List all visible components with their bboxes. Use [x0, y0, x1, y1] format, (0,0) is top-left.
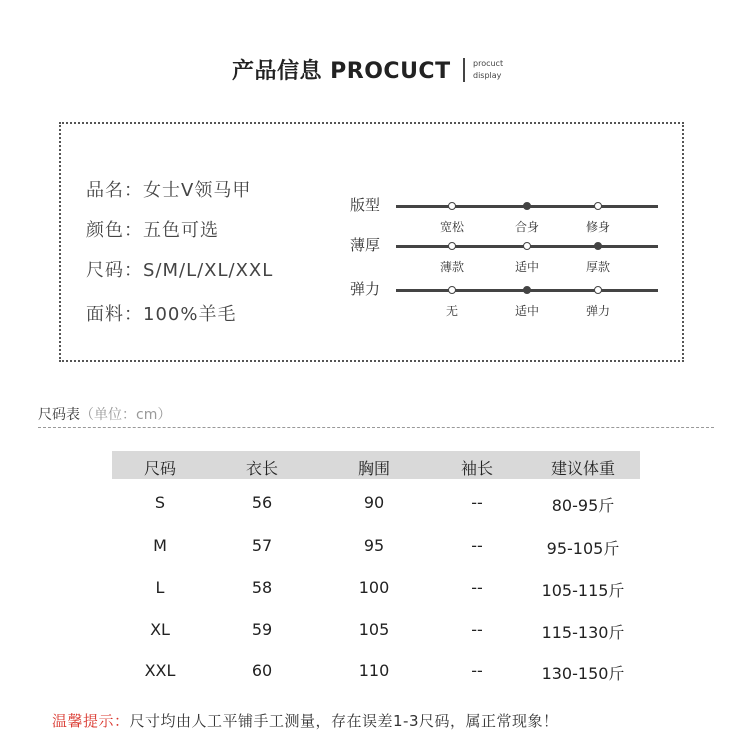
scale-dot: [448, 242, 456, 250]
table-cell: --: [471, 661, 483, 680]
scale-dot: [523, 242, 531, 250]
table-cell: 100: [358, 578, 390, 597]
info-product-name: 品名：女士V领马甲: [86, 180, 252, 201]
scale-dot: [594, 202, 602, 210]
table-cell: 56: [251, 493, 273, 512]
size-table-title: [38, 404, 171, 424]
table-cell: --: [471, 536, 483, 555]
table-header-cell: 胸围: [357, 459, 391, 478]
table-cell: 58: [251, 578, 273, 597]
table-cell: 80-95斤: [551, 496, 615, 515]
scale-option-label: 适中: [514, 304, 540, 318]
table-cell: 95: [363, 536, 385, 555]
info-fabric: 面料：100%羊毛: [86, 304, 237, 325]
scale-option-label: 弹力: [585, 304, 611, 318]
scale-dot-selected: [523, 286, 531, 294]
size-table-divider: [38, 427, 714, 428]
scale-dot: [594, 286, 602, 294]
notice-label: 温馨提示：: [52, 712, 130, 730]
title-divider: [463, 58, 465, 82]
table-cell: 115-130斤: [541, 623, 625, 642]
scale-dot-selected: [594, 242, 602, 250]
scale-option-label: 合身: [514, 220, 540, 234]
table-header-cell: 衣长: [245, 459, 279, 478]
size-table-unit: （单位：cm）: [80, 407, 172, 423]
table-cell: 105: [358, 620, 390, 639]
table-cell: 130-150斤: [541, 664, 625, 683]
scale-label: 弹力: [350, 280, 381, 298]
page-title: 产品信息 PROCUCT: [232, 59, 451, 84]
table-cell: 60: [251, 661, 273, 680]
scale-label: 版型: [350, 196, 381, 214]
scale-option-label: 适中: [514, 260, 540, 274]
info-color: 颜色：五色可选: [86, 220, 219, 241]
scale-dot-selected: [523, 202, 531, 210]
scale-label: 薄厚: [350, 236, 381, 254]
table-cell: 59: [251, 620, 273, 639]
table-cell: M: [153, 536, 167, 555]
table-header-cell: 尺码: [143, 459, 177, 478]
size-table-title-text: 尺码表: [38, 407, 80, 423]
table-cell: --: [471, 578, 483, 597]
table-cell: --: [471, 493, 483, 512]
table-cell: S: [154, 493, 166, 512]
table-cell: 90: [363, 493, 385, 512]
table-cell: XXL: [144, 661, 176, 680]
table-header-cell: 建议体重: [550, 459, 616, 478]
table-cell: 57: [251, 536, 273, 555]
table-cell: XL: [150, 620, 170, 639]
scale-dot: [448, 202, 456, 210]
notice-text: 尺寸均由人工平铺手工测量，存在误差1-3尺码，属正常现象！: [129, 712, 559, 730]
table-cell: --: [471, 620, 483, 639]
title-subtext-line2: display: [473, 71, 502, 80]
scale-option-label: 无: [445, 304, 459, 318]
scale-option-label: 薄款: [439, 260, 465, 274]
scale-option-label: 宽松: [439, 220, 465, 234]
scale-option-label: 厚款: [585, 260, 611, 274]
scale-dot: [448, 286, 456, 294]
table-cell: 105-115斤: [541, 581, 625, 600]
table-header-cell: 袖长: [460, 459, 494, 478]
notice: [52, 710, 559, 731]
table-cell: 95-105斤: [546, 539, 620, 558]
title-subtext-line1: procuct: [473, 59, 504, 68]
info-sizes: 尺码：S/M/L/XL/XXL: [86, 260, 274, 281]
table-cell: 110: [358, 661, 390, 680]
table-cell: L: [155, 578, 165, 597]
scale-option-label: 修身: [585, 220, 611, 234]
